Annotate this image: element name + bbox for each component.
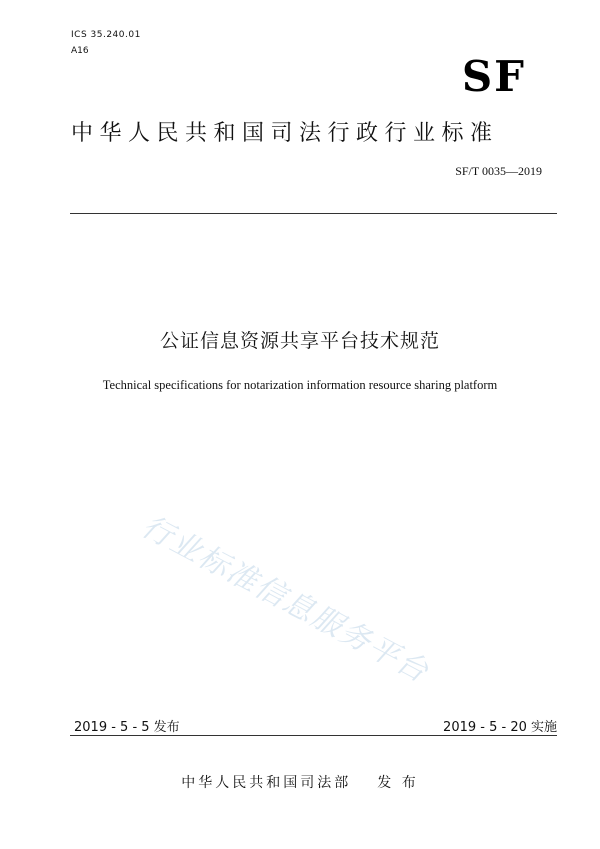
classification-code: A16 — [71, 46, 89, 56]
watermark: 行业标准信息服务平台 — [135, 509, 435, 691]
standard-number: SF/T 0035—2019 — [455, 164, 542, 178]
bottom-divider — [70, 735, 557, 736]
standard-category: 中华人民共和国司法行政行业标准 — [71, 121, 499, 146]
implementation-date: 2019 - 5 - 20 实施 — [443, 720, 557, 735]
sf-logo: SF — [461, 52, 526, 101]
top-divider — [70, 213, 557, 214]
ics-code: ICS 35.240.01 — [71, 30, 141, 40]
publisher-line — [0, 772, 600, 792]
issue-date: 2019 - 5 - 5 发布 — [74, 720, 180, 735]
title-chinese: 公证信息资源共享平台技术规范 — [159, 330, 440, 352]
publisher-name: 中华人民共和国司法部 — [181, 775, 352, 791]
title-english: Technical specifications for notarization information resource sharing platform — [102, 378, 498, 392]
publish-label: 发 布 — [377, 775, 419, 791]
